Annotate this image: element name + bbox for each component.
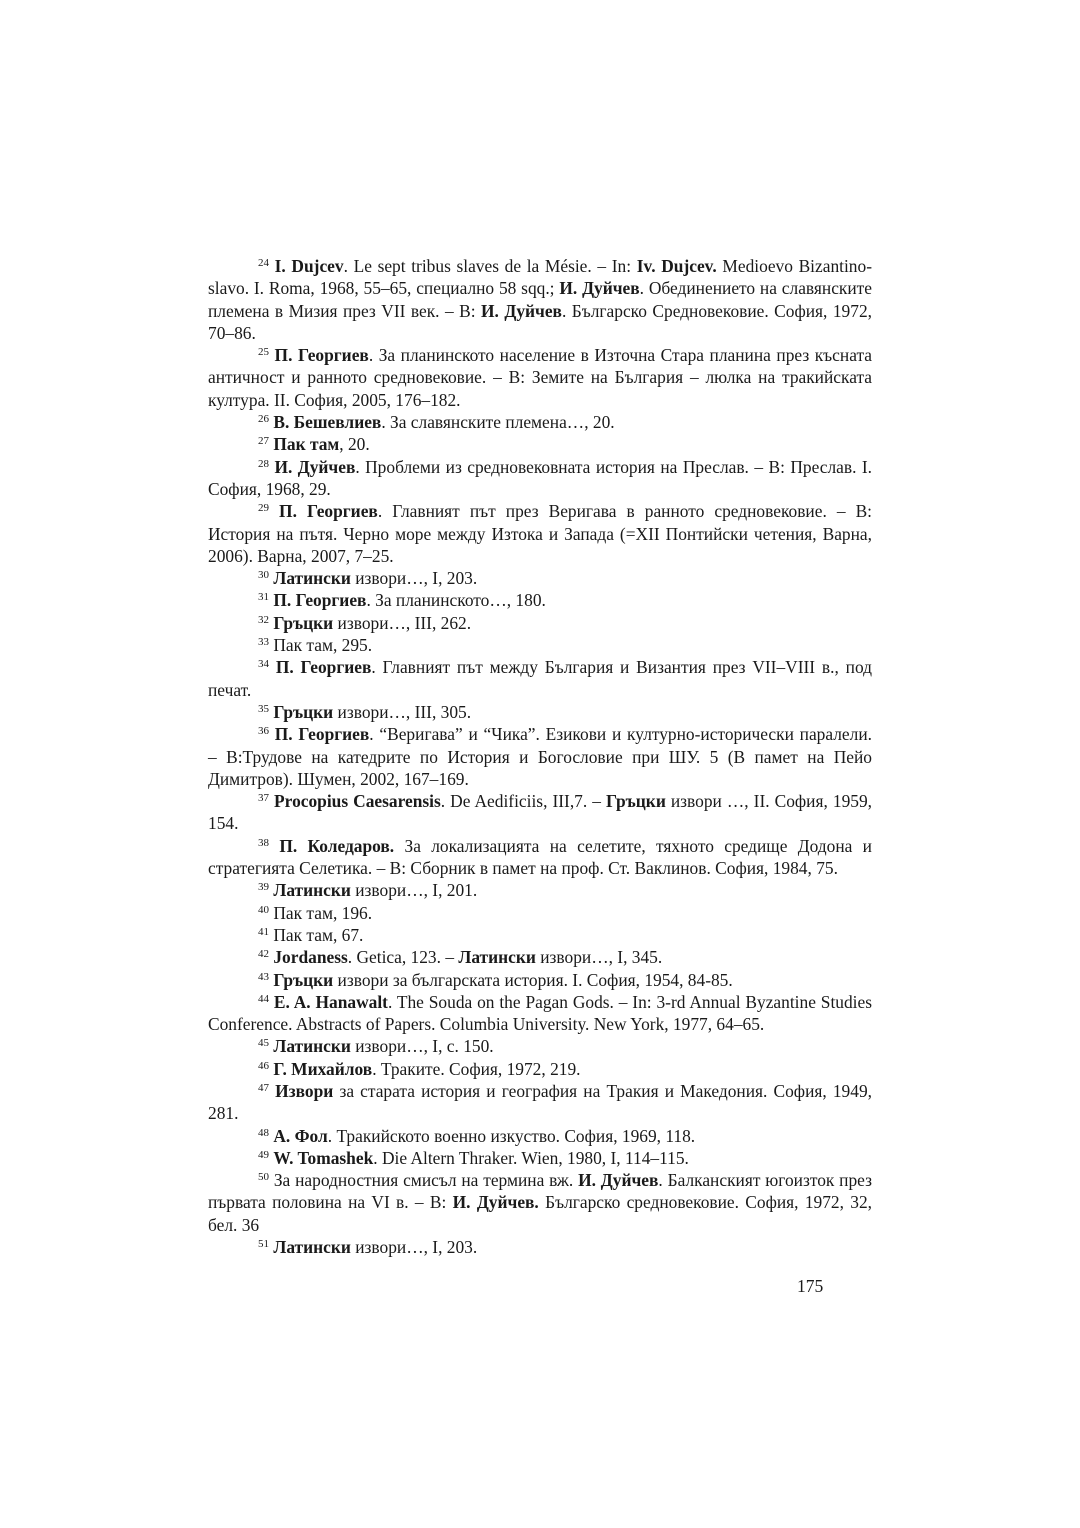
footnote-text: , 20.	[339, 434, 370, 455]
footnote-number: 26	[258, 413, 269, 426]
footnote-number: 24	[258, 257, 269, 269]
footnote-author: П. Георгиев	[274, 724, 370, 745]
footnote-44	[208, 991, 872, 1036]
footnote-33	[208, 634, 872, 656]
footnote-36	[208, 723, 872, 790]
footnote-number: 49	[258, 1148, 269, 1161]
footnote-number: 48	[258, 1126, 269, 1139]
footnote-author: П. Георгиев	[274, 345, 369, 366]
footnote-49	[208, 1147, 872, 1169]
footnote-text: Пак там, 67.	[273, 924, 364, 945]
footnote-number: 36	[258, 725, 269, 738]
footnote-27	[208, 433, 872, 455]
footnote-number: 40	[258, 903, 269, 916]
footnote-41	[208, 924, 872, 946]
footnote-number: 34	[258, 658, 269, 671]
footnote-text: . За славянските племена…, 20.	[381, 412, 615, 433]
footnote-number: 41	[258, 925, 269, 938]
footnote-number: 32	[258, 613, 269, 626]
footnote-author: Iv. Dujcev.	[636, 256, 717, 276]
footnotes	[208, 255, 872, 1258]
footnote-28	[208, 456, 872, 501]
footnote-43	[208, 969, 872, 991]
footnote-text: . Le sept tribus slaves de la Mésie. – In:	[343, 256, 637, 276]
footnote-author: И. Дуйчев	[274, 456, 356, 477]
footnote-26	[208, 411, 872, 433]
footnote-number: 47	[258, 1081, 269, 1094]
footnote-text: Пак там, 196.	[273, 902, 373, 923]
footnote-author: П. Коледаров.	[279, 835, 395, 856]
footnote-author: Латински	[273, 1237, 351, 1258]
footnote-text: извори…, I, 345.	[535, 947, 663, 968]
footnote-author: Латински	[273, 880, 351, 901]
footnote-48	[208, 1125, 872, 1147]
footnote-text: . Getica, 123. –	[347, 947, 459, 968]
footnote-text: извори…, III, 262.	[333, 612, 472, 633]
footnote-text: извори …, II. София, 1959, 154.	[208, 791, 872, 834]
footnote-text: Medioevo Bizantino-slavo. I. Roma, 1968, 55–65, специално 58 sqq.;	[208, 256, 872, 299]
footnote-text: извори…, I, с. 150.	[350, 1036, 494, 1057]
footnote-text: За локализацията на селетите, тяхното средище Додона и стратегията Селетика. – В: Сборник в памет на проф. Ст. Ваклинов. София, 1984, 75.	[208, 835, 872, 879]
footnote-author: Гръцки	[606, 791, 666, 812]
footnote-50	[208, 1169, 872, 1236]
footnote-author: И. Дуйчев	[578, 1170, 659, 1191]
footnote-author: Гръцки	[273, 612, 334, 633]
footnote-author: Латински	[458, 947, 536, 968]
footnote-number: 45	[258, 1037, 269, 1050]
footnote-author: Извори	[275, 1080, 334, 1101]
footnote-text: . Главният път през Веригава в ранното средновековие. – В: История на пътя. Черно море между Изтока и Запада (=XII Понтийски четения, Варна, 2006). Варна, 2007, 7–25.	[208, 501, 872, 566]
footnote-text: за старата история и география на Тракия и Македония. София, 1949, 281.	[208, 1080, 872, 1124]
footnote-text: Пак там, 295.	[273, 635, 373, 656]
footnote-text: Българско средновековие. София, 1972, 32, бел. 36	[208, 1192, 872, 1235]
footnote-number: 50	[258, 1171, 269, 1184]
footnote-47	[208, 1080, 872, 1125]
footnote-number: 27	[258, 435, 269, 448]
footnote-number: 46	[258, 1059, 269, 1072]
footnote-author: Г. Михайлов	[273, 1058, 373, 1079]
footnote-text: извори за българската история. I. София, 1954, 84-85.	[333, 969, 733, 990]
footnote-text: . De Aedificiis, III,7. –	[440, 791, 606, 812]
footnote-author: П. Георгиев	[275, 657, 372, 678]
footnote-number: 39	[258, 881, 269, 894]
footnote-text: извори…, I, 201.	[350, 880, 478, 901]
footnote-35	[208, 701, 872, 723]
footnote-45	[208, 1035, 872, 1057]
footnote-author: Гръцки	[273, 969, 334, 990]
footnote-31	[208, 589, 872, 611]
footnote-42	[208, 946, 872, 968]
footnote-text: . Балканският югоизток през първата половина на VI в. – В:	[208, 1170, 872, 1213]
footnote-51	[208, 1236, 872, 1258]
footnote-author: E. A. Hanawalt	[273, 991, 388, 1012]
footnote-37	[208, 790, 872, 835]
footnote-text: . Обединението на славянските племена в Мизия през VII век. – В:	[208, 278, 872, 321]
footnote-number: 51	[258, 1238, 269, 1251]
footnote-number: 35	[258, 702, 269, 715]
footnote-number: 33	[258, 636, 269, 649]
footnote-text: . The Souda on the Pagan Gods. – In: 3-rd Annual Byzantine Studies Conference. Abstracts of Papers. Columbia University. New York, 1977, 64–65.	[208, 991, 872, 1035]
footnote-24	[208, 255, 872, 344]
footnote-text: . Проблеми из средновековната история на Преслав. – В: Преслав. I. София, 1968, 29.	[208, 456, 872, 499]
footnote-text: извори…, I, 203.	[350, 1237, 478, 1258]
footnote-number: 25	[258, 346, 269, 359]
footnote-text: . Траките. София, 1972, 219.	[372, 1058, 581, 1079]
footnote-number: 37	[258, 792, 269, 805]
footnote-number: 44	[258, 992, 269, 1005]
footnote-author: Пак там	[273, 434, 340, 455]
footnote-38	[208, 835, 872, 880]
footnote-text: . Главният път между България и Византия през VII–VIII в., под печат.	[208, 657, 872, 700]
footnote-25	[208, 344, 872, 411]
footnote-number: 28	[258, 457, 269, 470]
footnote-29	[208, 500, 872, 567]
footnote-author: И. Дуйчев.	[452, 1192, 539, 1213]
footnote-text: . Тракийското военно изкуство. София, 1969, 118.	[327, 1125, 696, 1146]
footnote-text: . Българско Средновековие. София, 1972, 70–86.	[208, 300, 872, 343]
footnote-author: Procopius Caesarensis	[274, 791, 441, 812]
footnote-number: 38	[258, 836, 269, 849]
footnote-text: . Die Altern Thraker. Wien, 1980, I, 114–115.	[373, 1147, 689, 1168]
footnote-39	[208, 879, 872, 901]
page-number: 175	[797, 1276, 824, 1296]
footnote-author: Латински	[273, 568, 351, 589]
footnote-author: I. Dujcev	[274, 256, 344, 276]
footnote-author: Гръцки	[273, 701, 334, 722]
footnote-text: . За планинското население в Източна Стара планина през късната античност и ранното средновековие. – В: Земите на България – люлка на тракийската култура. II. София, 2005, 176–182.	[208, 345, 872, 410]
footnote-author: И. Дуйчев	[481, 300, 562, 321]
footnote-text: . “Веригава” и “Чика”. Езикови и културно-исторически паралели. – В:Трудове на катедрите по История и Богословие при ШУ. 5 (В памет на Пейо Димитров). Шумен, 2002, 167–169.	[208, 724, 872, 789]
footnote-40	[208, 902, 872, 924]
footnote-author: В. Бешевлиев	[273, 412, 382, 433]
footnote-number: 29	[258, 502, 269, 515]
footnote-author: А. Фол	[273, 1125, 328, 1146]
footnote-46	[208, 1058, 872, 1080]
footnote-author: П. Георгиев	[279, 501, 378, 522]
footnote-author: П. Георгиев	[273, 590, 367, 611]
footnote-number: 31	[258, 591, 269, 604]
footnote-number: 30	[258, 569, 269, 582]
footnote-author: Латински	[273, 1036, 351, 1057]
footnote-number: 42	[258, 948, 269, 961]
footnote-author: И. Дуйчев	[559, 278, 640, 299]
footnote-author: W. Tomashek	[273, 1147, 374, 1168]
footnote-text: извори…, I, 203.	[350, 568, 478, 589]
footnote-text: извори…, III, 305.	[333, 701, 472, 722]
footnote-text: За народностния смисъл на термина вж.	[273, 1170, 579, 1191]
footnote-34	[208, 656, 872, 701]
footnote-author: Jordaness	[273, 947, 348, 968]
footnote-30	[208, 567, 872, 589]
footnote-text: . За планинското…, 180.	[366, 590, 546, 611]
footnote-number: 43	[258, 970, 269, 983]
footnote-32	[208, 612, 872, 634]
